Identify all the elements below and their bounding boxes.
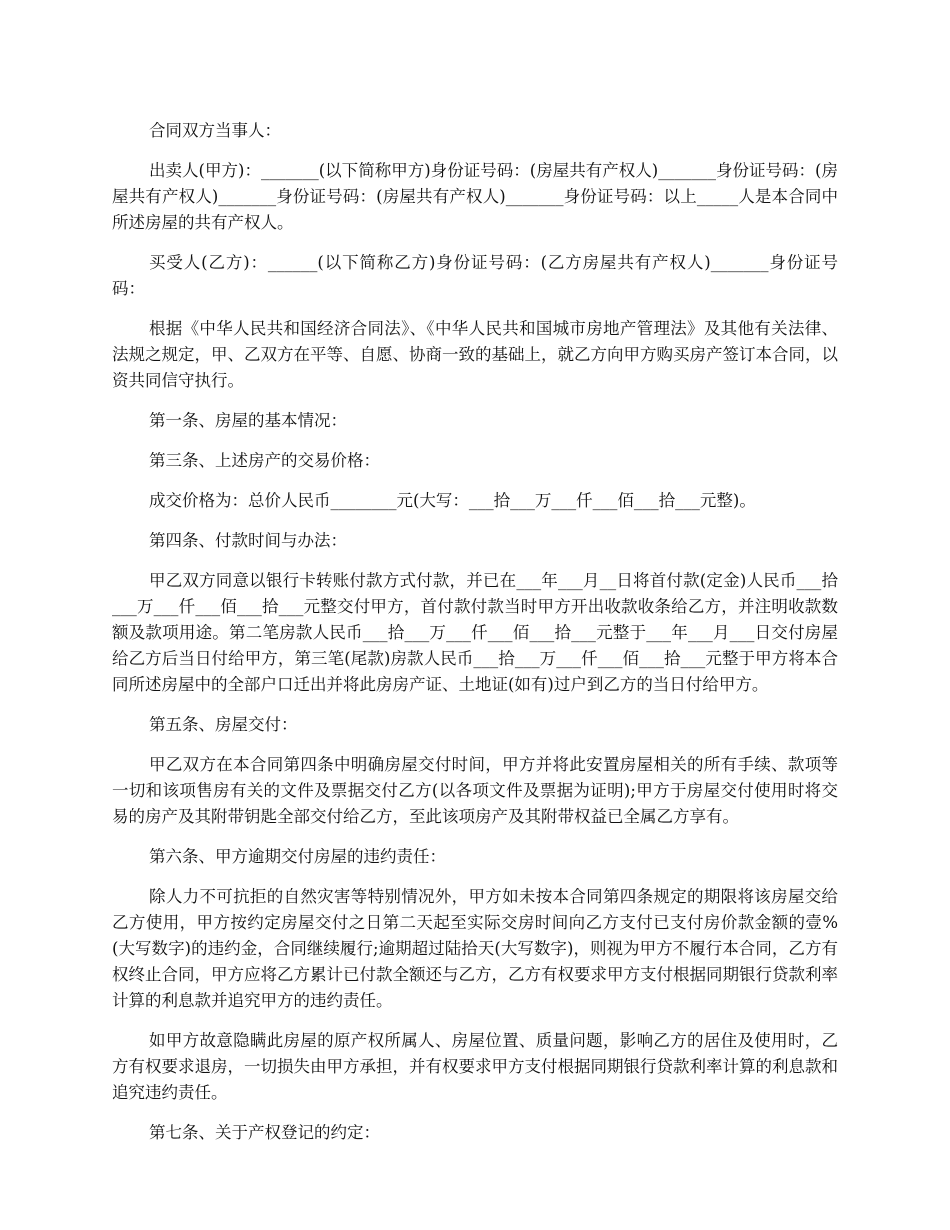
paragraph-seller: 出卖人(甲方)：_______(以下简称甲方)身份证号码：(房屋共有产权人)_______身份证号码：(房屋共有产权人)_______身份证号码：(房屋共有产权人)_______身份证号码：以上_____人是本合同中所述房屋的共有产权人。 — [112, 161, 838, 232]
article-4-heading: 第四条、付款时间与办法： — [149, 531, 347, 550]
paragraph-late-delivery: 除人力不可抗拒的自然灾害等特别情况外，甲方如未按本合同第四条规定的期限将该房屋交给乙方使用，甲方按约定房屋交付之日第二天起至实际交房时间向乙方支付已支付房价款金额的壹%(大写数字)的违约金，合同继续履行;逾期超过陆拾天(大写数字)，则视为甲方不履行本合同，乙方有权终止合同，甲方应将乙方累计已付款全额还与乙方，乙方有权要求甲方支付根据同期银行贷款利率计算的利息款并追究甲方的违约责任。 — [112, 887, 838, 1010]
paragraph-buyer: 买受人(乙方)：______(以下简称乙方)身份证号码：(乙方房屋共有产权人)_______身份证号码： — [112, 253, 838, 298]
paragraph-legal-basis: 根据《中华人民共和国经济合同法》、《中华人民共和国城市房地产管理法》及其他有关法律、法规之规定，甲、乙双方在平等、自愿、协商一致的基础上，就乙方向甲方购买房产签订本合同，以资共同信守执行。 — [112, 319, 838, 390]
article-7-heading: 第七条、关于产权登记的约定： — [149, 1123, 380, 1142]
paragraph-price: 成交价格为：总价人民币________元(大写：___拾___万___仟___佰___拾___元整)。 — [149, 491, 756, 510]
paragraph-concealment: 如甲方故意隐瞒此房屋的原产权所属人、房屋位置、质量问题，影响乙方的居住及使用时，乙方有权要求退房，一切损失由甲方承担，并有权要求甲方支付根据同期银行贷款利率计算的利息款和追究违约责任。 — [112, 1031, 838, 1102]
paragraph-delivery: 甲乙双方在本合同第四条中明确房屋交付时间，甲方并将此安置房屋相关的所有手续、款项等一切和该项售房有关的文件及票据交付乙方(以各项文件及票据为证明);甲方于房屋交付使用时将交易的房产及其附带钥匙全部交付给乙方，至此该项房产及其附带权益已全属乙方享有。 — [112, 755, 838, 826]
article-1-heading: 第一条、房屋的基本情况： — [149, 411, 347, 430]
document-page — [112, 118, 838, 1160]
article-3-heading: 第三条、上述房产的交易价格： — [149, 451, 380, 470]
article-6-heading: 第六条、甲方逾期交付房屋的违约责任： — [149, 847, 446, 866]
paragraph-payment: 甲乙双方同意以银行卡转账付款方式付款，并已在___年___月__日将首付款(定金)人民币___拾___万___仟___佰___拾___元整交付甲方，首付款付款当时甲方开出收款收条给乙方，并注明收款数额及款项用途。第二笔房款人民币___拾___万___仟___佰___拾___元整于___年___月___日交付房屋给乙方后当日付给甲方，第三笔(尾款)房款人民币___拾___万___仟___佰___拾___元整于甲方将本合同所述房屋中的全部户口迁出并将此房房产证、土地证(如有)过户到乙方的当日付给甲方。 — [112, 571, 838, 694]
paragraph-parties-heading: 合同双方当事人： — [149, 121, 281, 140]
article-5-heading: 第五条、房屋交付： — [149, 715, 298, 734]
